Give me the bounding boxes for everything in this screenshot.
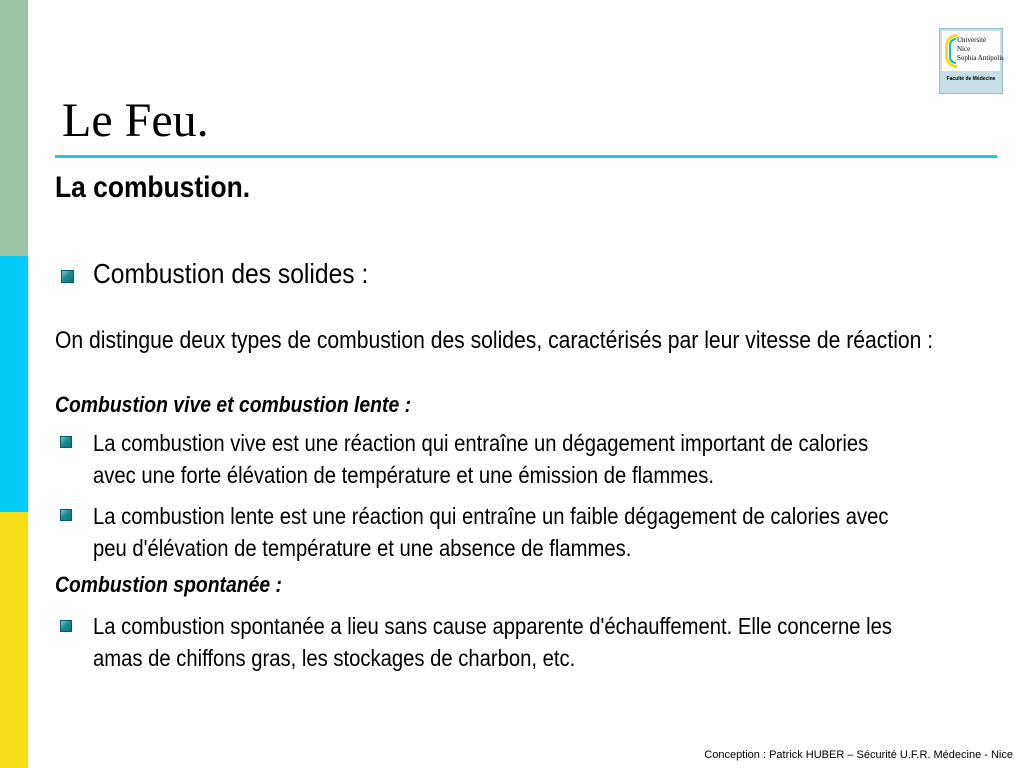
title-rule — [55, 155, 997, 158]
list-item — [93, 427, 868, 491]
intro-paragraph: On distingue deux types de combustion des solides, caractérisés par leur vitesse de réaction : — [55, 327, 934, 354]
list-item-line: La combustion spontanée a lieu sans cause apparente d'échauffement. Elle concerne les — [93, 613, 893, 639]
logo-emblem — [942, 31, 1004, 71]
section-heading: Combustion des solides : — [93, 258, 369, 289]
list-item-line: La combustion lente est une réaction qui entraîne un faible dégagement de calories avec — [93, 503, 889, 529]
logo-line-2: Nice — [957, 45, 971, 53]
slide-title: Le Feu. — [62, 94, 209, 147]
list-item-line: amas de chiffons gras, les stockages de charbon, etc. — [93, 645, 576, 671]
logo-faculty: Faculté de Médecine — [946, 76, 996, 82]
bullet-icon — [60, 436, 72, 448]
logo-line-3: Sophia Antipolis — [957, 54, 1004, 62]
section-title: Combustion vive et combustion lente : — [55, 392, 412, 417]
logo-line-1: Université — [957, 36, 987, 44]
university-logo — [939, 28, 1003, 94]
bullet-icon — [61, 270, 74, 283]
list-item — [93, 500, 889, 564]
logo-mark-inner-icon — [949, 38, 956, 64]
list-item-line: peu d'élévation de température et une absence de flammes. — [93, 535, 632, 561]
list-item — [93, 610, 892, 674]
side-bar-cyan — [0, 256, 28, 512]
section-title: Combustion spontanée : — [55, 572, 282, 597]
slide-subtitle: La combustion. — [55, 171, 251, 204]
bullet-icon — [60, 509, 72, 521]
side-bar-green — [0, 0, 28, 256]
footer-credit: Conception : Patrick HUBER – Sécurité U.F.R. Médecine - Nice — [704, 749, 1013, 761]
bullet-icon — [60, 620, 72, 632]
side-bar-yellow — [0, 512, 28, 768]
list-item-line: La combustion vive est une réaction qui entraîne un dégagement important de calories — [93, 430, 869, 456]
list-item-line: avec une forte élévation de température et une émission de flammes. — [93, 462, 715, 488]
